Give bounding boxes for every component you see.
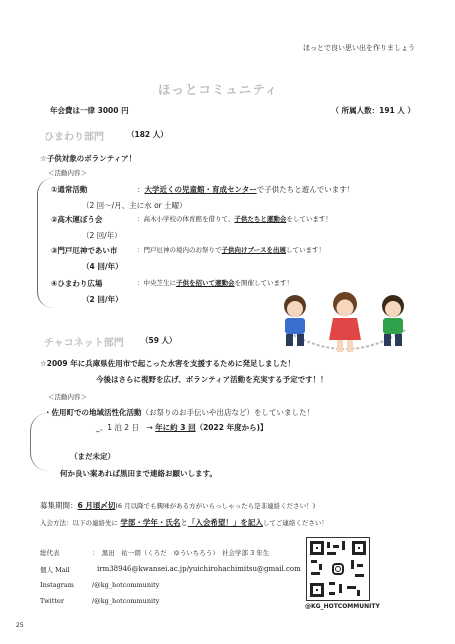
item-name: ④ひまわり広場: [51, 279, 103, 288]
mail-label: 個人 Mail: [40, 566, 70, 574]
himawari-content-label: ＜活動内容＞: [48, 169, 87, 177]
recruit-period: 募集期間：6 月頃〆切(6 月以降でも興味がある方がいらっしゃったら是非連絡ください！): [40, 501, 316, 510]
item-desc: ：中央芝生に子供を招いて運動会を開催しています！: [137, 279, 293, 287]
chanet-tbd: （まだ未定）: [70, 452, 115, 461]
item-desc: ：大学近くの児童館・育成センターで子供たちと遊んでいます！: [137, 185, 355, 194]
item-desc: ：門戸厄神の境内のお祭りで子供向けブースを出展しています！: [137, 246, 325, 254]
qr-finder: [352, 541, 366, 555]
item-frequency: （2 回/年）: [82, 231, 122, 240]
qr-caption: @KG_HOTCOMMUNITY: [305, 603, 380, 610]
annual-fee: 年会費は一律 3000 円: [50, 106, 129, 115]
chanet-content-label: ＜活動内容＞: [48, 393, 87, 401]
item-frequency: （2 回～/月、主に水 or 土曜）: [82, 201, 187, 210]
page-title: ほっとコミュニティ: [158, 82, 279, 97]
member-count: （ 所属人数：191 人 ）: [331, 106, 415, 115]
mail-value[interactable]: irm38946@kwansei.ac.jp/yuichirohachimitsu@gmail.com: [97, 565, 301, 573]
page-number: 25: [16, 622, 24, 629]
item-desc: ：高木小学校の体育館を借りて、子供たちと運動会をしています！: [137, 215, 332, 223]
representative-label: 総代表: [40, 549, 60, 557]
chanet-intro-1: ☆2009 年に兵庫県佐用市で起こった水害を支援するために発足しました！: [40, 359, 296, 368]
tagline: ほっとで良い思い出を作りましょう: [303, 44, 415, 52]
instagram-label: Instagram: [40, 581, 74, 589]
himawari-heading: ひまわり部門: [44, 132, 104, 143]
item-name: ①通常活動: [51, 185, 88, 194]
himawari-count: （182 人）: [127, 130, 168, 139]
qr-finder: [310, 541, 324, 555]
chanet-count: （59 人）: [141, 336, 177, 345]
chanet-heading: チャコネット部門: [44, 338, 124, 349]
chanet-trip: _、1 泊 2 日 → 年に約 3 回（2022 年度から)】: [96, 423, 268, 432]
children-illustration: [275, 290, 415, 362]
chanet-contact-note: 何か良い案あれば黒田まで連絡お願いします。: [60, 469, 217, 478]
item-name: ②高木運ぼう会: [51, 215, 103, 224]
recruit-method: 入会方法：以下の連絡先に 学部・学年・氏名と「入会希望！」を記入してご連絡ください！: [40, 518, 328, 527]
bracket-decoration: [30, 413, 49, 471]
qr-finder: [310, 583, 324, 597]
twitter-value[interactable]: /@kg_hotcommunity: [92, 597, 160, 605]
item-frequency: （2 回/年）: [82, 295, 123, 304]
item-frequency: （4 回/年）: [82, 262, 123, 271]
instagram-value[interactable]: /@kg_hotcommunity: [92, 581, 160, 589]
twitter-label: Twitter: [40, 597, 64, 605]
representative-value: ： 黒田 祐一朗（くろだ ゆういちろう） 社会学部 3 年生: [92, 549, 270, 557]
item-name: ③門戸厄神であい市: [51, 246, 118, 255]
chanet-activity: ・佐用町での地域活性化活動（お祭りのお手伝いや出店など）をしていました！: [44, 408, 314, 417]
chanet-intro-2: 今後はさらに視野を広げ、ボランティア活動を充実する予定です！！: [96, 375, 328, 384]
instagram-qr-code[interactable]: [306, 537, 370, 601]
himawari-subtitle: ☆子供対象のボランティア！: [40, 154, 137, 163]
instagram-icon: [330, 561, 346, 577]
